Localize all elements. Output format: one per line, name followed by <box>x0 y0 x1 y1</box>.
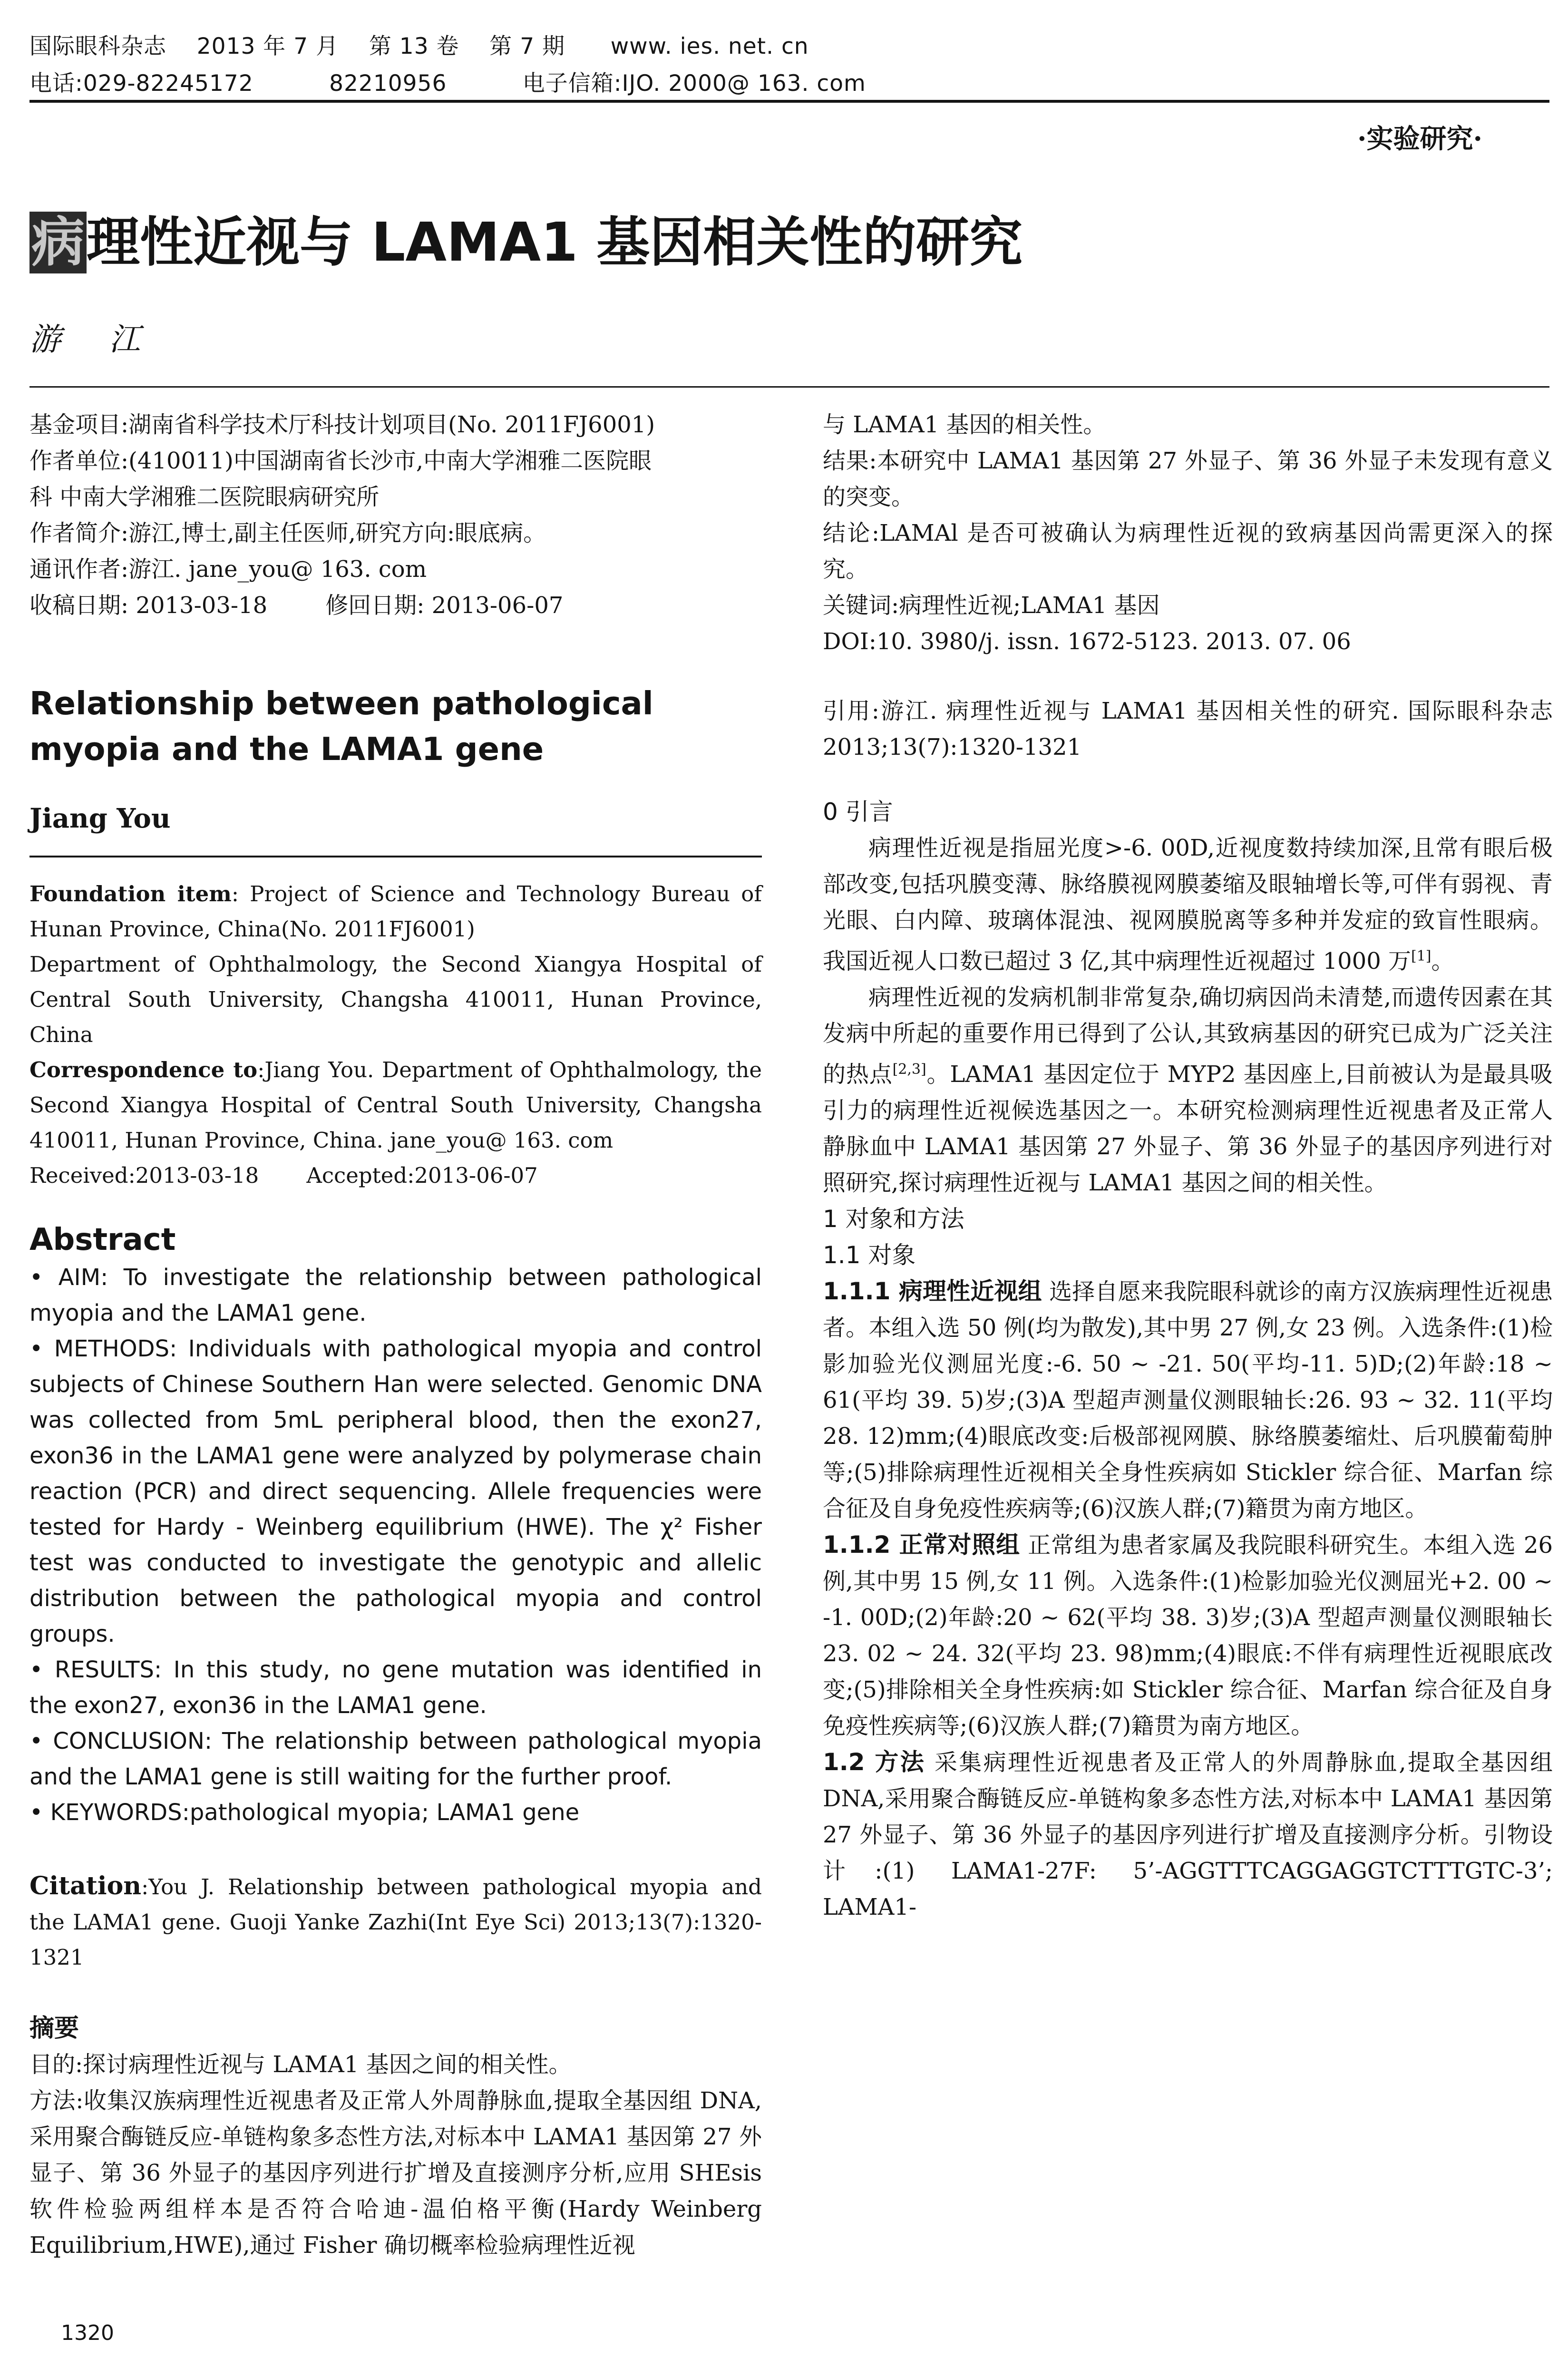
chinese-abstract-conclusion: 结论:LAMAl 是否可被确认为病理性近视的致病基因尚需更深入的探究。 <box>823 520 1553 583</box>
section-1-1-heading: 1.1 对象 <box>823 1241 916 1269</box>
journal-header-line2: 电话:029-82245172 82210956 电子信箱:IJO. 2000@ 163. com <box>29 70 866 97</box>
chinese-abstract-methods: 方法:收集汉族病理性近视患者及正常人外周静脉血,提取全基因组 DNA,采用聚合酶链反应-单链构象多态性方法,对标本中 LAMA1 基因第 27 外显子、第 36 外显子的基因序列进行扩增及直接测序分析,应用 SHEsis 软件检验两组样本是否符合哈迪-温伯格平衡(Hardy Weinberg Equilibrium,HWE),通过 Fisher 确切概率检验病理性近视 <box>29 2087 762 2259</box>
article-title <box>29 200 1023 276</box>
title-rest: 理性近视与 LAMA1 基因相关性的研究 <box>87 212 1023 273</box>
article-author: 游 江 <box>29 321 159 358</box>
foundation-item-zh: 基金项目:湖南省科学技术厅科技计划项目(No. 2011FJ6001) <box>29 411 655 438</box>
abstract-aim: • AIM: To investigate the relationship between pathological myopia and the LAMA1 gene. <box>29 1264 762 1326</box>
foundation-item-en: Foundation item: Project of Science and Technology Bureau of Hunan Province, China(No. 2011FJ6001) <box>29 881 762 942</box>
chinese-citation: 引用:游江. 病理性近视与 LAMA1 基因相关性的研究. 国际眼科杂志 2013;13(7):1320-1321 <box>823 698 1553 760</box>
header-rule <box>29 100 1549 103</box>
abstract-heading: Abstract <box>29 1222 176 1257</box>
received-accepted-en: Received:2013-03-18 Accepted:2013-06-07 <box>29 1163 538 1188</box>
abstract-conclusion: • CONCLUSION: The relationship between pathological myopia and the LAMA1 gene is still waiting for the further proof. <box>29 1728 762 1790</box>
section-1-heading: 1 对象和方法 <box>823 1205 964 1233</box>
section-1-1-1: 1.1.1 病理性近视组 选择自愿来我院眼科就诊的南方汉族病理性近视患者。本组入选 50 例(均为散发),其中男 27 例,女 23 例。入选条件:(1)检影加验光仪测屈光度:-6. 50 ~ -21. 50(平均-11. 5)D;(2)年龄:18 ~ 61(平均 39. 5)岁;(3)A 型超声测量仪测眼轴长:26. 93 ~ 32. 11(平均 28. 12)mm;(4)眼底改变:后极部视网膜、脉络膜萎缩灶、后巩膜葡萄肿等;(5)排除病理性近视相关全身性疾病如 Stickler 综合征、Marfan 综合征及自身免疫性疾病等;(6)汉族人群;(7)籍贯为南方地区。 <box>823 1277 1553 1522</box>
right-column <box>823 407 1553 1925</box>
correspondence-en: Correspondence to:Jiang You. Department of Ophthalmology, the Second Xiangya Hospital of Central South University, Changsha 410011, Hunan Province, China. jane_you@ 163. com <box>29 1057 762 1153</box>
chinese-abstract-aim: 目的:探讨病理性近视与 LAMA1 基因之间的相关性。 <box>29 2051 572 2078</box>
page-number: 1320 <box>61 2321 114 2345</box>
english-section-rule <box>29 856 762 857</box>
department-en: Department of Ophthalmology, the Second Xiangya Hospital of Central South University, Changsha 410011, Hunan Province, China <box>29 952 762 1047</box>
intro-paragraph-1: 病理性近视是指屈光度>-6. 00D,近视度数持续加深,且常有眼后极部改变,包括巩膜变薄、脉络膜视网膜萎缩及眼轴增长等,可伴有弱视、青光眼、白内障、玻璃体混浊、视网膜脱离等多种并发症的致盲性眼病。我国近视人口数已超过 3 亿,其中病理性近视超过 1000 万[1]。 <box>823 835 1553 974</box>
section-0-heading: 0 引言 <box>823 798 893 826</box>
abstract-keywords: • KEYWORDS:pathological myopia; LAMA1 gene <box>29 1799 580 1826</box>
left-column <box>29 407 762 2263</box>
corresponding-author-zh: 通讯作者:游江. jane_you@ 163. com <box>29 556 427 583</box>
author-bio-zh: 作者简介:游江,博士,副主任医师,研究方向:眼底病。 <box>29 520 546 546</box>
chinese-abstract-results: 结果:本研究中 LAMA1 基因第 27 外显子、第 36 外显子未发现有意义的突变。 <box>823 448 1553 510</box>
intro-paragraph-2: 病理性近视的发病机制非常复杂,确切病因尚未清楚,而遗传因素在其发病中所起的重要作用已得到了公认,其致病基因的研究已成为广泛关注的热点[2,3]。LAMA1 基因定位于 MYP2 基因座上,目前被认为是最具吸引力的病理性近视候选基因之一。本研究检测病理性近视患者及正常人静脉血中 LAMA1 基因第 27 外显子、第 36 外显子的基因序列进行对照研究,探讨病理性近视与 LAMA1 基因之间的相关性。 <box>823 984 1553 1196</box>
affiliation-zh-1: 作者单位:(410011)中国湖南省长沙市,中南大学湘雅二医院眼 <box>29 448 652 474</box>
section-1-1-2: 1.1.2 正常对照组 正常组为患者家属及我院眼科研究生。本组入选 26 例,其中男 15 例,女 11 例。入选条件:(1)检影加验光仪测屈光+2. 00 ~ -1. 00D;(2)年龄:20 ~ 62(平均 38. 3)岁;(3)A 型超声测量仪测眼轴长 23. 02 ~ 24. 32(平均 23. 98)mm;(4)眼底:不伴有病理性近视眼底改变;(5)排除相关全身性疾病:如 Stickler 综合征、Marfan 综合征及自身免疫性疾病等;(6)汉族人群;(7)籍贯为南方地区。 <box>823 1531 1553 1739</box>
abstract-methods: • METHODS: Individuals with pathological myopia and control subjects of Chinese Southern Han were selected. Genomic DNA was collected from 5mL peripheral blood, then the exon27, exon36 in the LAMA1 gene were analyzed by polymerase chain reaction (PCR) and direct sequencing. Allele frequencies were tested for Hardy - Weinberg equilibrium (HWE). The χ² Fisher test was conducted to investigate the genotypic and allelic distribution between the pathological myopia and control groups. <box>29 1335 762 1647</box>
section-1-2: 1.2 方法 采集病理性近视患者及正常人的外周静脉血,提取全基因组 DNA,采用聚合酶链反应-单链构象多态性方法,对标本中 LAMA1 基因第 27 外显子、第 36 外显子的基因序列进行扩增及直接测序分析。引物设计:(1) LAMA1-27F: 5’-AGGTTTCAGGAGGTCTTTGTC-3’; LAMA1- <box>823 1748 1553 1920</box>
chinese-abstract-methods-cont: 与 LAMA1 基因的相关性。 <box>823 411 1106 438</box>
section-tag: ·实验研究· <box>1357 123 1482 155</box>
citation-en: Citation:You J. Relationship between pathological myopia and the LAMA1 gene. Guoji Yanke Zazhi(Int Eye Sci) 2013;13(7):1320-1321 <box>29 1871 762 1970</box>
english-title: Relationship between pathological myopia and the LAMA1 gene <box>29 685 653 768</box>
journal-header-line1: 国际眼科杂志 2013 年 7 月 第 13 卷 第 7 期 www. ies. net. cn <box>29 33 809 59</box>
chinese-abstract-heading: 摘要 <box>29 2014 79 2043</box>
affiliation-zh-2: 科 中南大学湘雅二医院眼病研究所 <box>29 484 380 510</box>
chinese-keywords: 关键词:病理性近视;LAMA1 基因 <box>823 592 1160 619</box>
title-first-char: 病 <box>29 212 87 273</box>
abstract-results: • RESULTS: In this study, no gene mutation was identified in the exon27, exon36 in the LAMA1 gene. <box>29 1656 762 1719</box>
doi: DOI:10. 3980/j. issn. 1672-5123. 2013. 07. 06 <box>823 628 1351 655</box>
title-rule <box>29 386 1549 388</box>
english-author: Jiang You <box>29 803 171 834</box>
dates-zh: 收稿日期: 2013-03-18 修回日期: 2013-06-07 <box>29 592 564 619</box>
